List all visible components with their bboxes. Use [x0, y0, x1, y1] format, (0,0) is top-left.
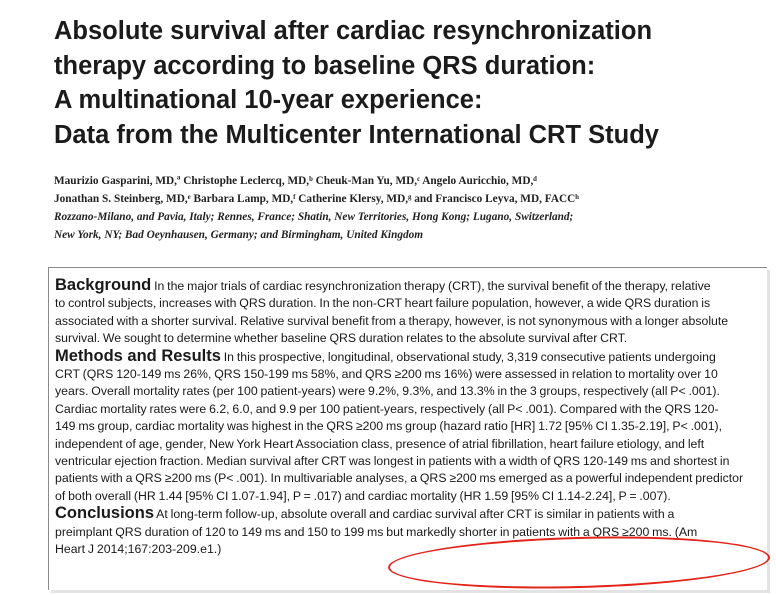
affiliation-line: New York, NY; Bad Oeynhausen, Germany; and Birmingham, United Kingdom [54, 229, 424, 241]
abstract-line: of both overall (HR 1.44 [95% CI 1.07-1.94], P = .017) and cardiac mortality (HR 1.59 [95% CI 1.14-2.24], P = .007). [55, 488, 671, 503]
abstract-line: patients with a QRS ≥200 ms (P< .001). In multivariable analyses, a QRS ≥200 ms emerged as a powerful independent predictor [55, 471, 744, 486]
abstract-line: to control subjects, increases with QRS duration. In the non-CRT heart failure population, however, a wide QRS duration is [55, 296, 711, 311]
author-line: Maurizio Gasparini, MD,ª Christophe Leclercq, MD,ᵇ Cheuk-Man Yu, MD,ᶜ Angelo Auricchio, MD,ᵈ [54, 175, 537, 187]
title-line: therapy according to baseline QRS duration: [54, 51, 596, 80]
background-heading: Background [55, 276, 152, 294]
abstract-line: 149 ms group, cardiac mortality was highest in the QRS ≥200 ms group (hazard ratio [HR] 1.72 [95% CI 1.35-2.19], P< .001), [55, 419, 723, 434]
abstract-line [55, 505, 765, 523]
abstract-line: ventricular ejection fraction. Median survival after CRT was longest in patients with a width of QRS 120-149 ms and shortest in [55, 454, 730, 469]
abstract-line: independent of age, gender, New York Heart Association class, presence of atrial fibrillation, heart failure etiology, and left [55, 436, 705, 451]
abstract-line: CRT (QRS 120-149 ms 26%, QRS 150-199 ms 58%, and QRS ≥200 ms 16%) were assessed in relation to mortality over 10 [55, 367, 718, 382]
abstract-line: Cardiac mortality rates were 6.2, 6.0, and 9.9 per 100 patient-years, respectively (all P< .001). Compared with the QRS 120- [55, 401, 719, 416]
background-text: In the major trials of cardiac resynchronization therapy (CRT), the survival benefit of the therapy, relative [154, 279, 711, 293]
author-block [54, 172, 766, 244]
affiliation-line: Rozzano-Milano, and Pavia, Italy; Rennes, France; Shatin, New Territories, Hong Kong; Lugano, Switzerland; [54, 211, 574, 223]
abstract-text [55, 277, 765, 559]
abstract-line: survival. We sought to determine whether baseline QRS duration relates to the absolute survival after CRT. [55, 331, 628, 346]
abstract-line: Heart J 2014;167:203-209.e1.) [55, 542, 222, 557]
conclusions-heading: Conclusions [55, 504, 155, 523]
abstract-line: years. Overall mortality rates (per 100 patient-years) were 9.2%, 9.3%, and 13.3% in the 3 groups, respectively (all P< .001). [55, 384, 720, 399]
article-title [54, 14, 766, 152]
title-line: Absolute survival after cardiac resynchronization [54, 17, 653, 45]
abstract-line [55, 348, 765, 366]
conclusions-text: At long-term follow-up, absolute overall and cardiac survival after CRT is similar in patients with a [156, 507, 675, 522]
abstract-line: preimplant QRS duration of 120 to 149 ms and 150 to 199 ms but markedly shorter in patients with a QRS ≥200 ms. (Am [55, 524, 698, 539]
abstract-line [55, 277, 765, 295]
title-line: A multinational 10-year experience: [54, 86, 483, 114]
methods-text: In this prospective, longitudinal, observational study, 3,319 consecutive patients undergoing [223, 349, 716, 364]
abstract-line: associated with a shorter survival. Relative survival benefit from a therapy, however, is not synonymous with a longer absolute [55, 313, 729, 328]
methods-heading: Methods and Results [55, 346, 221, 365]
author-line: Jonathan S. Steinberg, MD,ᵉ Barbara Lamp, MD,ᶠ Catherine Klersy, MD,ᵍ and Francisco Leyva, MD, FACCʰ [54, 193, 579, 205]
title-line: Data from the Multicenter International CRT Study [54, 120, 659, 149]
